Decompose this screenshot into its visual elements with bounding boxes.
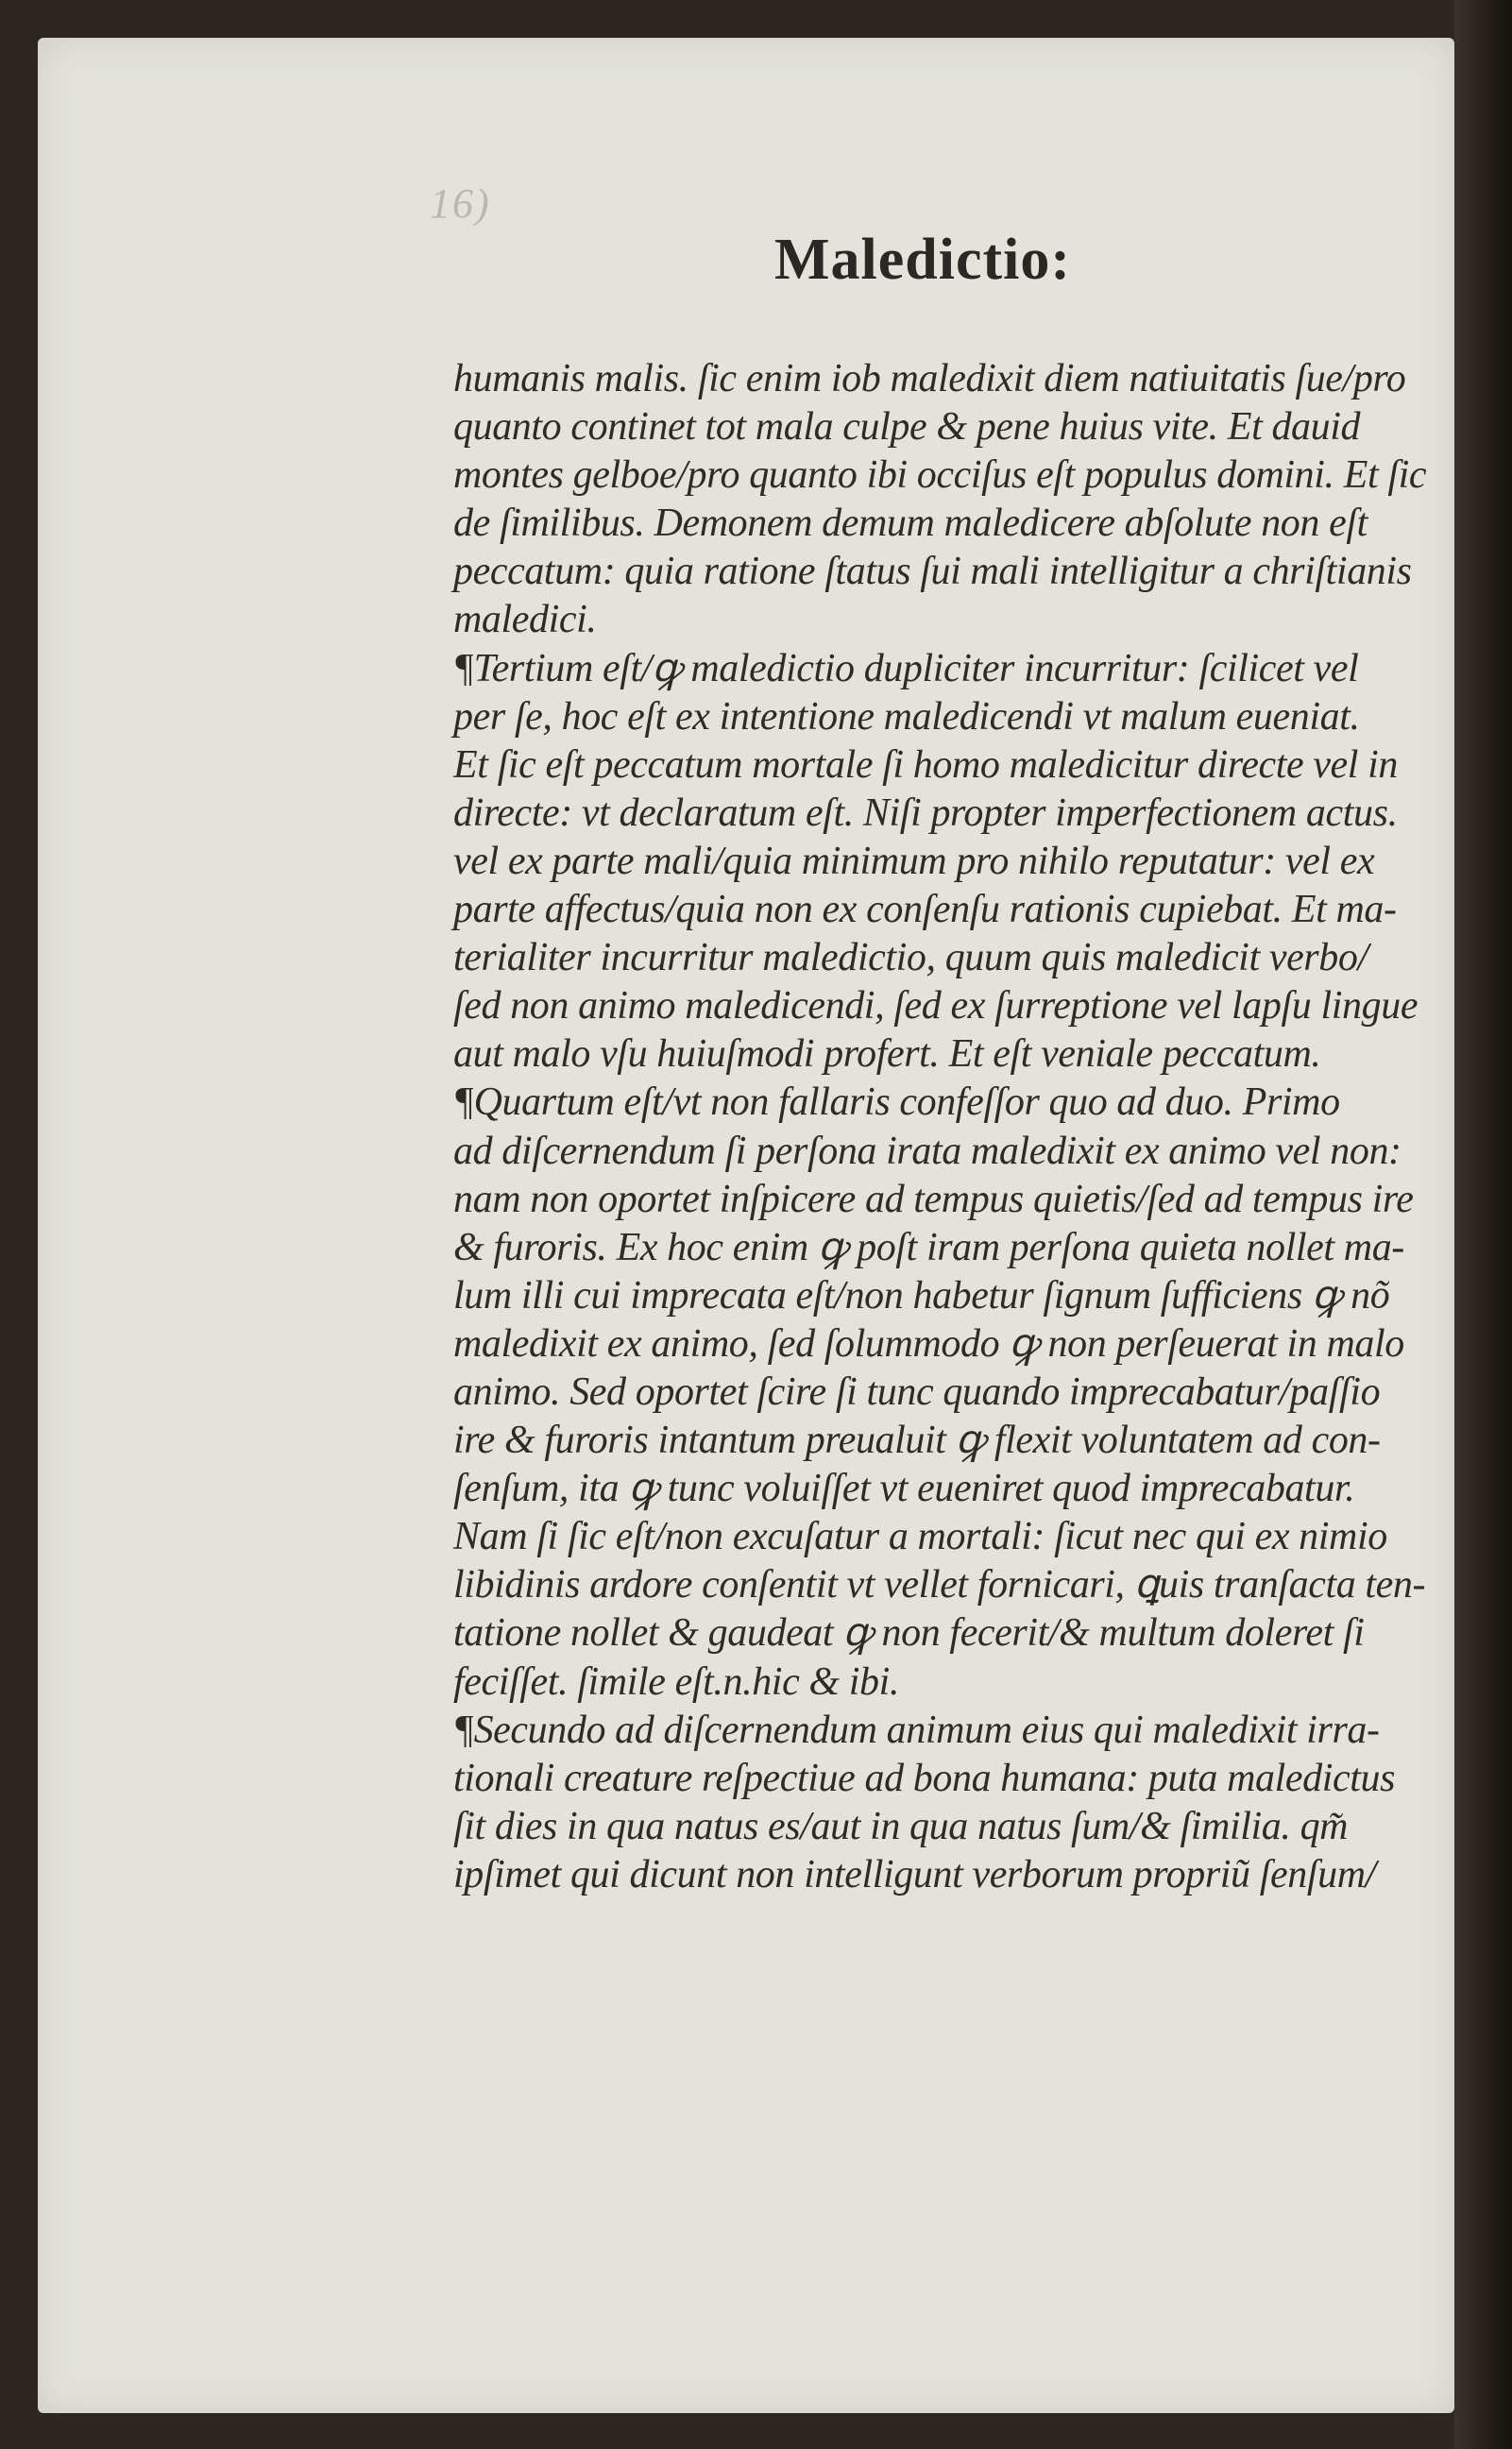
text-line: aut malo vſu huiuſmodi profert. Et eſt veniale peccatum. bbox=[453, 1032, 1321, 1077]
text-line: lum illi cui imprecata eſt/non habetur ſignum ſufficiens ꝙ nõ bbox=[453, 1273, 1390, 1318]
text-line: feciſſet. ſimile eſt.n.hic & ibi. bbox=[453, 1659, 900, 1704]
text-line: ire & furoris intantum preualuit ꝙ flexit voluntatem ad con- bbox=[453, 1419, 1381, 1463]
text-line: libidinis ardore conſentit vt vellet fornicari, ꝗuis tranſacta ten- bbox=[453, 1563, 1426, 1607]
text-line: per ſe, hoc eſt ex intentione maledicendi vt malum eueniat. bbox=[453, 694, 1360, 739]
text-line: Nam ſi ſic eſt/non excuſatur a mortali: ſicut nec qui ex nimio bbox=[453, 1515, 1387, 1559]
text-line: peccatum: quia ratione ſtatus ſui mali intelligitur a chriſtianis bbox=[453, 550, 1412, 594]
binding-edge bbox=[1454, 0, 1512, 2449]
text-line: ad diſcernendum ſi perſona irata maledixit ex animo vel non: bbox=[453, 1129, 1402, 1173]
text-line: ¶Tertium eſt/ꝙ maledictio dupliciter incurritur: ſcilicet vel bbox=[453, 646, 1359, 690]
text-line: tionali creature reſpectiue ad bona humana: puta maledictus bbox=[453, 1756, 1396, 1800]
text-line: parte affectus/quia non ex conſenſu rationis cupiebat. Et ma- bbox=[453, 888, 1397, 932]
text-line: terialiter incurritur maledictio, quum quis maledicit verbo/ bbox=[453, 936, 1368, 980]
text-line: maledixit ex animo, ſed ſolummodo ꝙ non perſeuerat in malo bbox=[453, 1321, 1404, 1366]
text-line: ſit dies in qua natus es/aut in qua natus ſum/& ſimilia. qm̃ bbox=[453, 1804, 1349, 1848]
text-line: ¶Quartum eſt/vt non fallaris confeſſor quo ad duo. Primo bbox=[453, 1080, 1340, 1125]
text-line: ſenſum, ita ꝙ tunc voluiſſet vt eueniret quod imprecabatur. bbox=[453, 1467, 1355, 1511]
text-line: vel ex parte mali/quia minimum pro nihilo reputatur: vel ex bbox=[453, 839, 1375, 883]
text-line: directe: vt declaratum eſt. Niſi propter imperfectionem actus. bbox=[453, 791, 1398, 835]
text-line: quanto continet tot mala culpe & pene huius vite. Et dauid bbox=[453, 405, 1361, 450]
text-line: maledici. bbox=[453, 598, 597, 642]
text-block bbox=[453, 355, 1426, 1899]
folio-mark: 16) bbox=[430, 180, 491, 227]
text-line: montes gelboe/pro quanto ibi occiſus eſt populus domini. Et ſic bbox=[453, 453, 1427, 498]
text-line: ¶Secundo ad diſcernendum animum eius qui maledixit irra- bbox=[453, 1708, 1380, 1752]
text-line: Et ſic eſt peccatum mortale ſi homo maledicitur directe vel in bbox=[453, 742, 1399, 787]
text-line: ſed non animo maledicendi, ſed ex ſurreptione vel lapſu lingue bbox=[453, 984, 1419, 1029]
text-line: nam non oportet inſpicere ad tempus quietis/ſed ad tempus ire bbox=[453, 1177, 1414, 1221]
text-line: animo. Sed oportet ſcire ſi tunc quando imprecabatur/paſſio bbox=[453, 1369, 1381, 1414]
text-line: de ſimilibus. Demonem demum maledicere abſolute non eſt bbox=[453, 502, 1368, 546]
text-line: tatione nollet & gaudeat ꝙ non fecerit/& multum doleret ſi bbox=[453, 1611, 1365, 1656]
text-line: & furoris. Ex hoc enim ꝙ poſt iram perſona quieta nollet ma- bbox=[453, 1225, 1404, 1269]
running-head: Maledictio: bbox=[774, 228, 1072, 292]
text-line: humanis malis. ſic enim iob maledixit diem natiuitatis ſue/pro bbox=[453, 357, 1406, 400]
text-line: ipſimet qui dicunt non intelligunt verborum propriũ ſenſum/ bbox=[453, 1852, 1376, 1896]
